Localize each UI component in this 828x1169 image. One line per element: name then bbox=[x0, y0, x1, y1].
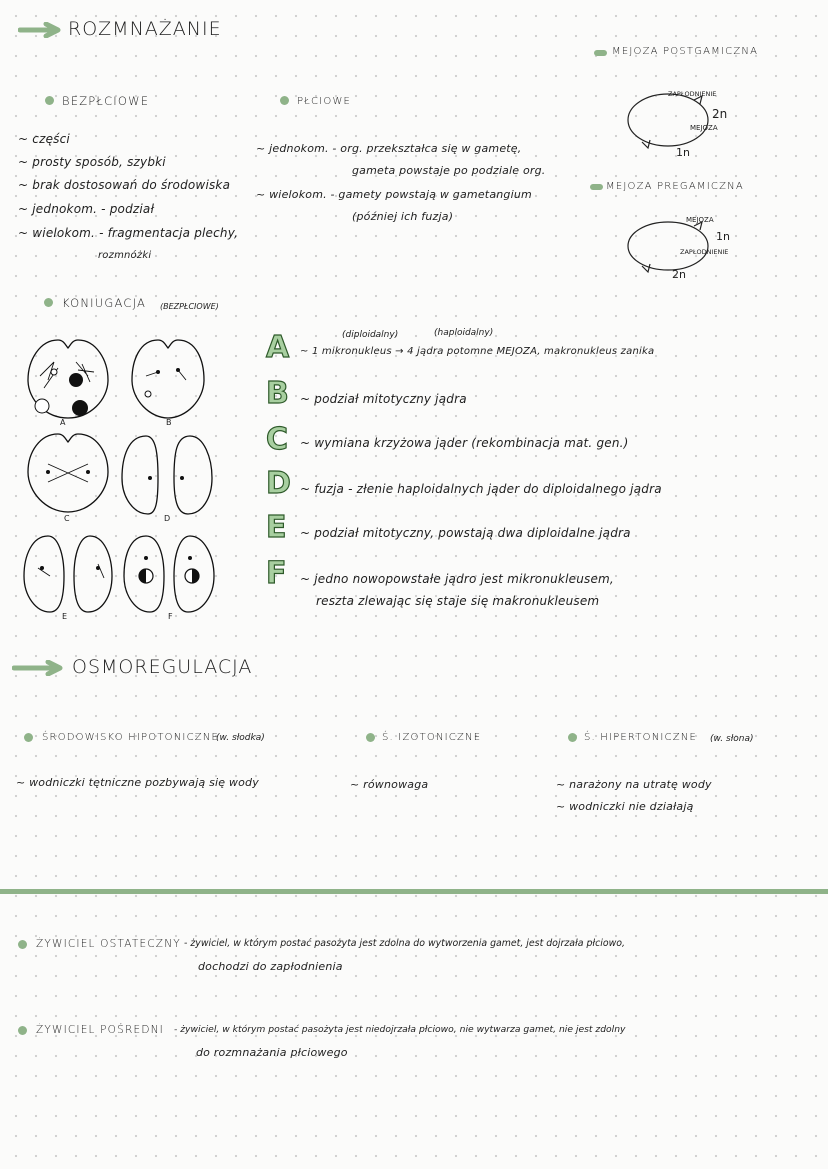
hypotonic-note: (w. słodka) bbox=[216, 733, 265, 743]
asexual-item: rozmnóżki bbox=[98, 250, 152, 261]
bullet-dash-icon bbox=[590, 184, 603, 190]
isotonic-item: ~ równowaga bbox=[350, 778, 429, 791]
meiosis-pre-title: MEJOZA PREGAMICZNA bbox=[606, 181, 744, 192]
figure-label-b: B bbox=[166, 418, 172, 427]
figure-label-a: A bbox=[60, 418, 66, 427]
asexual-item: ~ brak dostosowań do środowiska bbox=[18, 178, 231, 192]
meiosis-pre-1n-label: 1n bbox=[716, 230, 730, 243]
bullet-dash-icon bbox=[594, 50, 607, 56]
meiosis-pre-2n-label: 2n bbox=[672, 268, 686, 281]
step-annotation: (haploidalny) bbox=[434, 328, 494, 338]
definitive-host-text: dochodzi do zapłodnienia bbox=[198, 960, 343, 973]
asexual-item: ~ jednokom. - podział bbox=[18, 202, 155, 216]
sexual-item: ~ wielokom. - gamety powstają w gametangium bbox=[256, 188, 532, 201]
hypertonic-item: ~ narażony na utratę wody bbox=[556, 778, 712, 791]
figure-label-c: C bbox=[64, 514, 70, 523]
meiosis-post-2n-label: 2n bbox=[712, 107, 728, 121]
sexual-item: ~ jednokom. - org. przekształca się w gametę, bbox=[256, 142, 522, 155]
bullet-dot-icon bbox=[18, 1026, 27, 1035]
step-text: ~ fuzja - złenie haploidalnych jąder do diploidalnego jądra bbox=[300, 482, 662, 496]
sexual-item: (później ich fuzja) bbox=[352, 210, 454, 223]
asexual-item: ~ wielokom. - fragmentacja plechy, bbox=[18, 226, 239, 240]
osmo-title: OSMOREGULACJA bbox=[72, 656, 253, 678]
hypertonic-item: ~ wodniczki nie działają bbox=[556, 800, 694, 813]
hypertonic-note: (w. słona) bbox=[710, 734, 754, 744]
figure-label-e: E bbox=[62, 612, 68, 621]
intermediate-host-text: - żywiciel, w którym postać pasożyta jest niedojrzała płciowo, nie wytwarza gamet, nie jest zdolny bbox=[174, 1024, 626, 1035]
bullet-dot-icon bbox=[568, 733, 577, 742]
meiosis-post-1n-label: 1n bbox=[676, 146, 690, 159]
meiosis-pre-fert-label: ZAPŁODNIENIE bbox=[680, 248, 729, 256]
meiosis-post-fert-label: ZAPŁODNIENIE bbox=[668, 90, 717, 98]
section-arrow-icon bbox=[12, 660, 64, 680]
step-letter-f: F bbox=[266, 556, 287, 591]
section-divider bbox=[0, 889, 828, 894]
hypotonic-item: ~ wodniczki tętniczne pozbywają się wody bbox=[16, 776, 259, 789]
asexual-item: ~ prosty sposób, szybki bbox=[18, 155, 166, 169]
title-arrow-icon bbox=[18, 22, 62, 42]
definitive-host-text: - żywiciel, w którym postać pasożyta jest zdolna do wytworzenia gamet, jest dojrzała płciowo, bbox=[184, 938, 625, 949]
definitive-host-term: ŻYWICIEL OSTATECZNY bbox=[36, 938, 181, 950]
meiosis-post-title: MEJOZA POSTGAMICZNA bbox=[612, 46, 759, 57]
step-letter-e: E bbox=[266, 510, 287, 545]
figure-label-d: D bbox=[164, 514, 171, 523]
sexual-heading: PŁCIOWE bbox=[297, 96, 352, 107]
step-text: reszta zlewając się staje się makronukleusem bbox=[316, 594, 600, 608]
bullet-dot-icon bbox=[45, 96, 54, 105]
bullet-dot-icon bbox=[366, 733, 375, 742]
conjugation-figure bbox=[18, 332, 228, 622]
step-text: ~ wymiana krzyżowa jąder (rekombinacja mat. gen.) bbox=[300, 436, 629, 450]
step-letter-b: B bbox=[266, 376, 289, 411]
step-annotation: (diploidalny) bbox=[342, 330, 399, 340]
bullet-dot-icon bbox=[280, 96, 289, 105]
bullet-dot-icon bbox=[24, 733, 33, 742]
meiosis-pre-meiosis-label: MEJOZA bbox=[686, 216, 714, 224]
step-letter-c: C bbox=[266, 422, 289, 457]
asexual-heading: BEZPŁCIOWE bbox=[62, 94, 150, 108]
bullet-dot-icon bbox=[18, 940, 27, 949]
conjugation-heading: KONIUGACJA bbox=[62, 296, 147, 310]
meiosis-post-meiosis-label: MEJOZA bbox=[690, 124, 718, 132]
step-text: ~ jedno nowopowstałe jądro jest mikronukleusem, bbox=[300, 572, 614, 586]
asexual-item: ~ części bbox=[18, 132, 70, 146]
intermediate-host-term: ŻYWICIEL POŚREDNI bbox=[36, 1024, 164, 1036]
figure-label-f: F bbox=[168, 612, 173, 621]
bullet-dot-icon bbox=[44, 298, 53, 307]
isotonic-heading: Ś. IZOTONICZNE bbox=[382, 732, 482, 743]
step-letter-a: A bbox=[266, 330, 290, 365]
step-text: ~ podział mitotyczny, powstają dwa diploidalne jądra bbox=[300, 526, 631, 540]
hypotonic-heading: ŚRODOWISKO HIPOTONICZNE bbox=[42, 732, 219, 743]
step-text: ~ podział mitotyczny jądra bbox=[300, 392, 467, 406]
step-text: ~ 1 mikronukleus → 4 jądra potomne MEJOZA, makronukleus zanika bbox=[300, 346, 655, 357]
conjugation-subheading: (BEZPŁCIOWE) bbox=[160, 302, 219, 311]
step-letter-d: D bbox=[266, 466, 291, 501]
intermediate-host-text: do rozmnażania płciowego bbox=[196, 1046, 348, 1059]
sexual-item: gameta powstaje po podziale org. bbox=[352, 164, 546, 177]
page-title: ROZMNAŻANIE bbox=[68, 18, 222, 40]
hypertonic-heading: Ś. HIPERTONICZNE bbox=[584, 732, 697, 743]
